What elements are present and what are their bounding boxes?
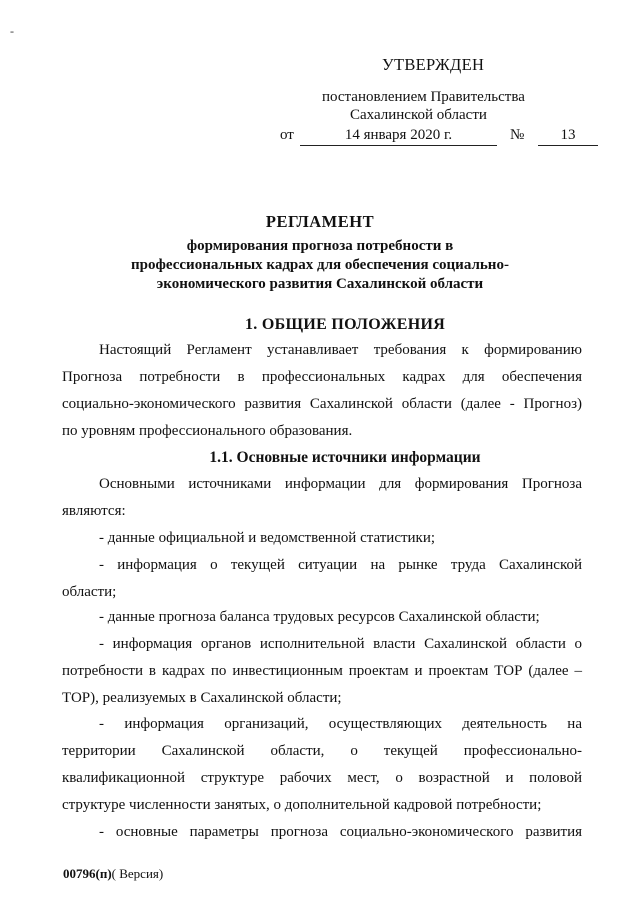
list-item-line: - информация о текущей ситуации на рынке труда Сахалинской [99, 557, 582, 573]
paragraph-line: социально-экономического развития Сахалинской области (далее - Прогноз) [62, 396, 582, 412]
from-label: от [280, 127, 294, 143]
regulation-subtitle-line: профессиональных кадрах для обеспечения социально- [131, 257, 509, 273]
paragraph-line: являются: [62, 503, 126, 519]
list-item-line: - информация организаций, осуществляющих деятельность на [99, 716, 582, 732]
regulation-subtitle-line: формирования прогноза потребности в [186, 238, 454, 254]
paragraph-line: Настоящий Регламент устанавливает требования к формированию [99, 342, 582, 358]
list-item-line: квалификационной структуре рабочих мест, о возрастной и половой [62, 770, 582, 786]
list-item-line: потребности в кадрах по инвестиционным проектам и проектам ТОР (далее – [62, 663, 582, 679]
list-item-line: территории Сахалинской области, о текущей профессионально- [62, 743, 582, 759]
document-version: ( Версия) [111, 866, 164, 881]
list-item-line: - данные официальной и ведомственной статистики; [99, 530, 436, 546]
list-item-line: - основные параметры прогноза социально-экономического развития [99, 824, 582, 840]
subsection-1-1-title: 1.1. Основные источники информации [209, 449, 481, 466]
paragraph-line: по уровням профессионального образования. [62, 423, 353, 439]
approval-line-2: Сахалинской области [350, 107, 487, 123]
list-item-line: ТОР), реализуемых в Сахалинской области; [62, 690, 342, 706]
paragraph-line: Прогноза потребности в профессиональных кадрах для обеспечения [62, 369, 582, 385]
list-item-line: - данные прогноза баланса трудовых ресурсов Сахалинской области; [99, 609, 540, 625]
list-item-line: области; [62, 584, 117, 600]
paragraph-line: Основными источниками информации для формирования Прогноза [99, 476, 582, 492]
list-item-line: структуре численности занятых, о дополнительной кадровой потребности; [62, 797, 542, 813]
regulation-title: РЕГЛАМЕНТ [265, 212, 375, 231]
approved-heading: УТВЕРЖДЕН [382, 55, 485, 74]
regulation-subtitle-line: экономического развития Сахалинской области [156, 276, 484, 292]
footer [63, 866, 163, 882]
approval-date-row [270, 127, 600, 149]
section-1-title: 1. ОБЩИЕ ПОЛОЖЕНИЯ [244, 316, 446, 333]
document-code: 00796(п) [63, 866, 112, 881]
approval-line-1: постановлением Правительства [322, 89, 525, 105]
approval-number: 13 [538, 127, 598, 146]
corner-mark: - [10, 24, 14, 38]
list-item-line: - информация органов исполнительной власти Сахалинской области о [99, 636, 582, 652]
approval-date: 14 января 2020 г. [300, 127, 497, 146]
number-label: № [510, 127, 525, 143]
